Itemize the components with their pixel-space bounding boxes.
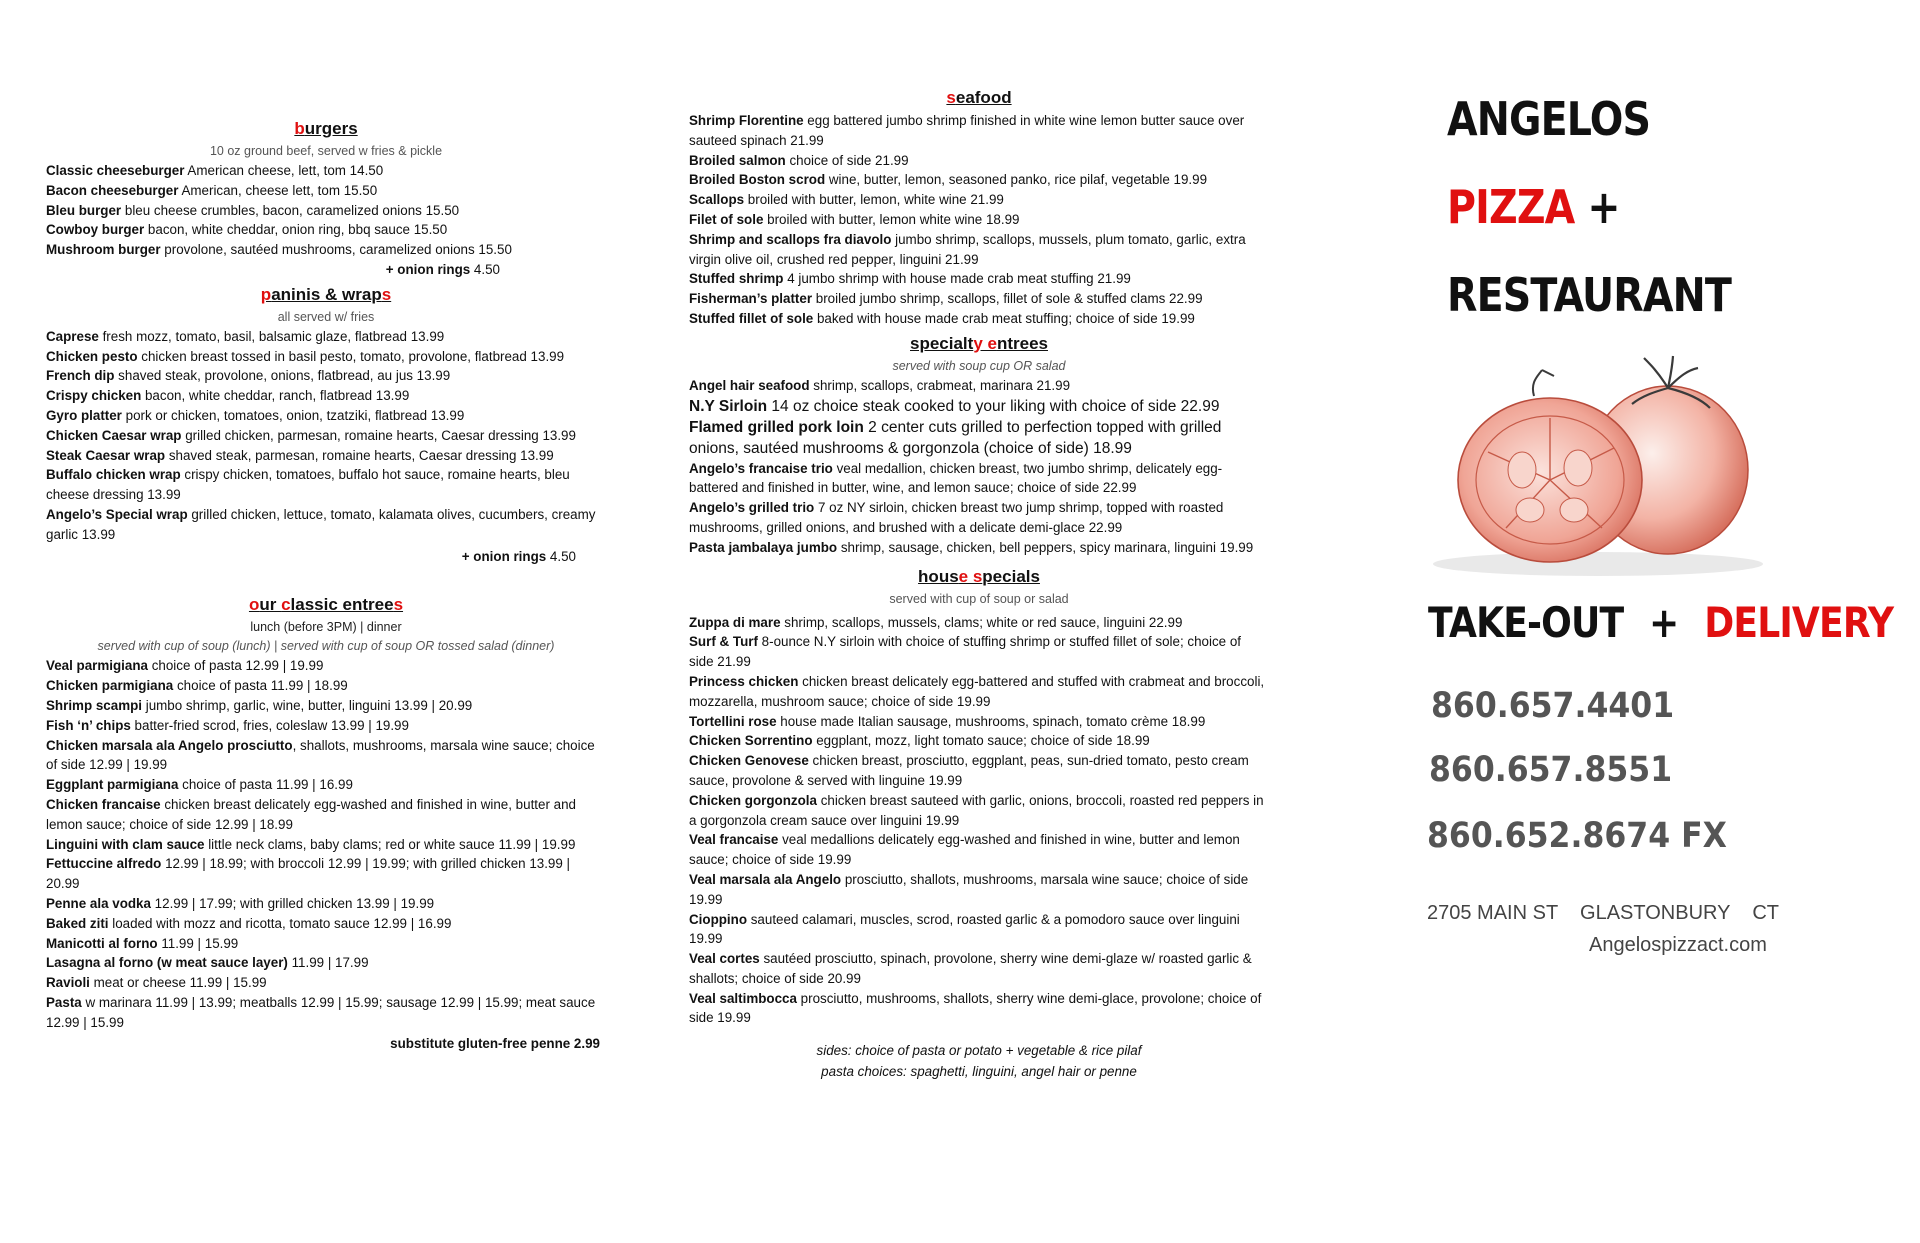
brand-angelos: ANGELOS <box>1447 92 1651 146</box>
specialty-subtitle: served with soup cup OR salad <box>892 358 1066 373</box>
house-subtitle: served with cup of soup or salad <box>889 591 1069 606</box>
menu-item-name: Shrimp and scallops fra diavolo <box>689 231 892 247</box>
menu-item <box>46 795 606 835</box>
menu-item <box>46 716 606 736</box>
menu-item <box>689 751 1269 791</box>
seafood-list <box>689 111 1269 329</box>
menu-item-name: Gyro platter <box>46 407 122 423</box>
menu-item <box>689 417 1269 459</box>
menu-item-desc: choice of side 21.99 <box>785 152 909 168</box>
menu-item-name: Stuffed fillet of sole <box>689 310 814 326</box>
menu-item <box>46 465 606 505</box>
menu-item-name: Veal marsala ala Angelo <box>689 871 842 887</box>
menu-item-desc: pork or chicken, tomatoes, onion, tzatziki, flatbread 13.99 <box>121 407 465 423</box>
menu-item-name: Fettuccine alfredo <box>46 856 162 872</box>
menu-item <box>46 656 606 676</box>
menu-item-name: Angel hair seafood <box>689 377 810 393</box>
menu-item-desc: eggplant, mozz, light tomato sauce; choice of side 18.99 <box>812 733 1150 749</box>
menu-item <box>689 731 1269 751</box>
menu-item <box>689 949 1269 989</box>
menu-item <box>689 989 1269 1029</box>
menu-item <box>46 835 606 855</box>
menu-item-name: Chicken parmigiana <box>46 678 174 694</box>
menu-item-desc: meat or cheese 11.99 | 15.99 <box>89 975 267 991</box>
tomato-shadow <box>1433 552 1763 576</box>
menu-item-name: Shrimp scampi <box>46 697 142 713</box>
specialty-list <box>689 376 1269 558</box>
menu-item <box>46 446 606 466</box>
menu-item <box>46 327 606 347</box>
menu-item-name: Scallops <box>689 192 745 208</box>
menu-item <box>46 696 606 716</box>
middle-column <box>689 87 1269 1082</box>
menu-item <box>46 676 606 696</box>
menu-item-desc: 4 jumbo shrimp with house made crab meat stuffing 21.99 <box>783 271 1131 287</box>
menu-item <box>46 993 606 1033</box>
menu-item-desc: jumbo shrimp, garlic, wine, butter, linguini 13.99 | 20.99 <box>142 697 473 713</box>
menu-item-desc: loaded with mozz and ricotta, tomato sauce 12.99 | 16.99 <box>108 915 452 931</box>
menu-item <box>46 220 606 240</box>
pasta-choices-note: pasta choices: spaghetti, linguini, angel hair or penne <box>821 1064 1137 1080</box>
menu-item-desc: choice of pasta 11.99 | 16.99 <box>178 777 353 793</box>
menu-item-name: Crispy chicken <box>46 388 142 404</box>
menu-item-desc: choice of pasta 12.99 | 19.99 <box>147 658 324 674</box>
menu-item-name: Chicken francaise <box>46 796 161 812</box>
menu-item <box>46 736 606 776</box>
menu-item <box>46 347 606 367</box>
menu-item-name: Baked ziti <box>46 915 109 931</box>
paninis-subtitle: all served w/ fries <box>277 309 375 324</box>
menu-item-desc: 12.99 | 17.99; with grilled chicken 13.99 | 19.99 <box>150 895 435 911</box>
menu-item-desc: bleu cheese crumbles, bacon, caramelized onions 15.50 <box>121 202 460 218</box>
menu-item-name: Broiled Boston scrod <box>689 172 826 188</box>
menu-item-name: Chicken gorgonzola <box>689 792 817 808</box>
menu-item-desc: veal medallions delicately egg-washed and finished in wine, butter and lemon sauce; choice of side 19.99 <box>689 832 1240 868</box>
menu-item-desc: 12.99 | 18.99; with broccoli 12.99 | 19.99; with grilled chicken 13.99 | 20.99 <box>46 856 571 892</box>
menu-item-name: Angelo’s francaise trio <box>689 460 833 476</box>
menu-item-desc: shaved steak, provolone, onions, flatbread, au jus 13.99 <box>114 368 451 384</box>
menu-item-desc: 2 center cuts grilled to perfection topped with grilled onions, sautéed mushrooms & gorgonzola (choice of side) 18.99 <box>689 418 1222 457</box>
menu-item-desc: grilled chicken, lettuce, tomato, kalamata olives, cucumbers, creamy garlic 13.99 <box>46 506 596 542</box>
menu-item-desc: sautéed prosciutto, spinach, provolone, sherry wine demi-glaze w/ roasted garlic & shallots; choice of side 20.99 <box>689 951 1252 986</box>
menu-item-desc: 11.99 | 15.99 <box>157 935 239 951</box>
menu-item-name: Zuppa di mare <box>689 614 781 630</box>
menu-item <box>689 396 1269 417</box>
menu-item-desc: fresh mozz, tomato, basil, balsamic glaze, flatbread 13.99 <box>98 328 445 344</box>
gluten-free-note: substitute gluten-free penne 2.99 <box>390 1036 600 1052</box>
menu-item <box>46 953 606 973</box>
menu-item-name: Chicken Genovese <box>689 753 809 769</box>
burgers-subtitle: 10 oz ground beef, served w fries & pickle <box>209 144 443 158</box>
menu-item-desc: jumbo shrimp, scallops, mussels, plum tomato, garlic, extra virgin olive oil, crushed red pepper, linguini 21.99 <box>689 231 1246 267</box>
menu-item <box>689 632 1269 672</box>
menu-item-name: Buffalo chicken wrap <box>46 467 181 483</box>
menu-item-name: Princess chicken <box>689 673 799 689</box>
menu-item <box>689 791 1269 831</box>
sliced-tomato <box>1458 370 1642 562</box>
menu-item <box>689 910 1269 950</box>
menu-item <box>46 914 606 934</box>
menu-item <box>689 111 1269 151</box>
menu-item-desc: shrimp, sausage, chicken, bell peppers, spicy marinara, linguini 19.99 <box>837 539 1254 555</box>
menu-item-name: Pasta <box>46 994 82 1010</box>
menu-item-name: Bleu burger <box>46 202 122 218</box>
menu-item-name: Eggplant parmigiana <box>46 777 179 793</box>
menu-item-name: Surf & Turf <box>689 634 758 650</box>
menu-item-desc: 8-ounce N.Y sirloin with choice of stuffing shrimp or stuffed fillet of sole; choice of side 21.99 <box>689 634 1241 670</box>
menu-item <box>46 775 606 795</box>
menu-item-name: Flamed grilled pork loin <box>689 418 864 436</box>
menu-item-name: Angelo’s Special wrap <box>46 506 188 522</box>
menu-item-name: Bacon cheeseburger <box>46 182 179 198</box>
menu-item-desc: shaved steak, parmesan, romaine hearts, Caesar dressing 13.99 <box>165 447 554 463</box>
menu-item <box>46 854 606 894</box>
menu-item <box>689 870 1269 910</box>
burgers-title: burgers <box>294 119 358 138</box>
takeout-delivery: TAKE-OUT + DELIVERY <box>1428 598 1894 647</box>
menu-item-desc: chicken breast sauteed with garlic, onions, broccoli, roasted red peppers in a gorgonzola cream sauce over linguini 19.99 <box>689 792 1264 828</box>
menu-item-desc: wine, butter, lemon, seasoned panko, rice pilaf, vegetable 19.99 <box>825 172 1208 188</box>
menu-item <box>46 366 606 386</box>
menu-item <box>689 210 1269 230</box>
burgers-onion-rings: + onion rings 4.50 <box>385 261 500 277</box>
menu-item <box>689 190 1269 210</box>
menu-item-name: Filet of sole <box>689 211 764 227</box>
menu-item-name: Chicken marsala ala Angelo prosciutto <box>46 737 293 753</box>
menu-item-desc: egg battered jumbo shrimp finished in white wine lemon butter sauce over sauteed spinach 21.99 <box>689 113 1245 148</box>
menu-item-name: Veal saltimbocca <box>689 990 797 1006</box>
menu-item-name: Cioppino <box>689 911 748 927</box>
menu-item-desc: shrimp, scallops, mussels, clams; white or red sauce, linguini 22.99 <box>780 614 1183 630</box>
menu-item-name: Veal francaise <box>689 832 779 848</box>
menu-item-desc: chicken breast delicately egg-battered and stuffed with crabmeat and broccoli, mozzarella, mushroom sauce; choice of side 19.99 <box>689 673 1265 709</box>
menu-item-desc: chicken breast tossed in basil pesto, tomato, provolone, flatbread 13.99 <box>137 348 565 364</box>
menu-item-name: Steak Caesar wrap <box>46 447 166 463</box>
menu-item-name: Veal parmigiana <box>46 658 148 674</box>
menu-item-desc: provolone, sautéed mushrooms, caramelized onions 15.50 <box>160 242 512 258</box>
menu-item <box>46 240 606 260</box>
menu-item-name: Chicken pesto <box>46 348 138 364</box>
menu-item-name: Broiled salmon <box>689 152 786 168</box>
menu-item-desc: veal medallion, chicken breast, two jumbo shrimp, delicately egg-battered and finished in butter, wine, and lemon sauce; choice of side 22.99 <box>689 460 1223 496</box>
house-title: house specials <box>918 566 1040 586</box>
menu-item <box>46 386 606 406</box>
menu-item <box>46 201 606 221</box>
menu-item-name: Ravioli <box>46 975 90 991</box>
menu-item <box>689 830 1269 870</box>
menu-item-name: Caprese <box>46 328 99 344</box>
menu-item <box>689 712 1269 732</box>
menu-item-name: Angelo’s grilled trio <box>689 500 815 516</box>
menu-item-desc: house made Italian sausage, mushrooms, spinach, tomato crème 18.99 <box>776 713 1206 729</box>
menu-item-name: Chicken Sorrentino <box>689 733 813 749</box>
phone-1[interactable]: 860.657.4401 <box>1431 686 1675 726</box>
menu-item <box>46 505 606 545</box>
classic-title: our classic entrees <box>248 595 404 615</box>
menu-item-name: Fish ‘n’ chips <box>46 717 131 733</box>
burgers-list <box>46 161 606 260</box>
menu-item-name: N.Y Sirloin <box>689 397 768 415</box>
house-list <box>689 613 1269 1029</box>
menu-item-name: Pasta jambalaya jumbo <box>689 539 838 555</box>
menu-item-desc: w marinara 11.99 | 13.99; meatballs 12.99 | 15.99; sausage 12.99 | 15.99; meat sauce 12.99 | 15.99 <box>46 994 596 1030</box>
menu-item <box>689 538 1269 558</box>
menu-item-name: Mushroom burger <box>46 242 161 258</box>
menu-item <box>689 309 1269 329</box>
menu-item-desc: baked with house made crab meat stuffing; choice of side 19.99 <box>813 310 1195 326</box>
menu-item-desc: American cheese, lett, tom 14.50 <box>184 163 384 178</box>
menu-item-name: Stuffed shrimp <box>689 271 784 287</box>
menu-item-desc: broiled with butter, lemon, white wine 21.99 <box>744 192 1004 208</box>
menu-item-name: Manicotti al forno <box>46 935 158 951</box>
menu-item-desc: prosciutto, shallots, mushrooms, marsala wine sauce; choice of side 19.99 <box>689 871 1249 907</box>
menu-item-desc: 14 oz choice steak cooked to your liking with choice of side 22.99 <box>767 397 1220 415</box>
menu-item <box>46 406 606 426</box>
menu-item <box>689 230 1269 270</box>
menu-item <box>689 672 1269 712</box>
brand-restaurant: RESTAURANT <box>1447 268 1731 322</box>
menu-item-desc: chicken breast delicately egg-washed and finished in wine, butter and lemon sauce; choice of side 12.99 | 18.99 <box>46 796 576 832</box>
menu-item-name: Lasagna al forno (w meat sauce layer) <box>46 955 288 971</box>
brand-pizza: PIZZA + <box>1447 180 1620 234</box>
menu-item-name: Shrimp Florentine <box>689 113 804 128</box>
classic-subtitle: lunch (before 3PM) | dinner <box>250 620 402 635</box>
menu-item <box>689 376 1269 396</box>
seafood-title: seafood <box>946 88 1012 107</box>
menu-item-desc: bacon, white cheddar, onion ring, bbq sauce 15.50 <box>144 222 448 238</box>
sides-note: sides: choice of pasta or potato + vegetable & rice pilaf <box>816 1043 1142 1059</box>
classic-list <box>46 656 606 1032</box>
menu-item-desc: bacon, white cheddar, ranch, flatbread 13.99 <box>141 388 410 404</box>
menu-item <box>689 269 1269 289</box>
menu-item-desc: American, cheese lett, tom 15.50 <box>178 182 378 198</box>
menu-item <box>689 289 1269 309</box>
paninis-list <box>46 327 606 545</box>
menu-item-desc: sauteed calamari, muscles, scrod, roasted garlic & a pomodoro sauce over linguini 19.99 <box>689 911 1240 947</box>
menu-item-name: Tortellini rose <box>689 713 777 729</box>
menu-item-desc: shrimp, scallops, crabmeat, marinara 21.99 <box>809 377 1071 393</box>
menu-item <box>689 613 1269 633</box>
paninis-onion-rings: + onion rings 4.50 <box>461 548 576 564</box>
menu-item-name: French dip <box>46 368 115 384</box>
menu-item <box>46 934 606 954</box>
paninis-title: paninis & wraps <box>260 284 392 304</box>
menu-item <box>46 181 606 201</box>
menu-item-name: Cowboy burger <box>46 222 145 238</box>
menu-item-desc: batter-fried scrod, fries, coleslaw 13.99 | 19.99 <box>130 717 409 733</box>
menu-item <box>689 498 1269 538</box>
menu-item <box>46 973 606 993</box>
menu-item-desc: crispy chicken, tomatoes, buffalo hot sauce, romaine hearts, bleu cheese dressing 13.99 <box>46 467 570 503</box>
menu-item-name: Veal cortes <box>689 951 760 967</box>
menu-item <box>689 151 1269 171</box>
menu-item-name: Penne ala vodka <box>46 895 151 911</box>
menu-item-desc: 7 oz NY sirloin, chicken breast two jump shrimp, topped with roasted mushrooms, grilled onions, and brushed with a delicate demi-glace 22.99 <box>689 500 1224 535</box>
fax-number: 860.652.8674 FX <box>1427 816 1727 856</box>
phone-2[interactable]: 860.657.8551 <box>1429 750 1673 790</box>
website-link[interactable]: Angelospizzact.com <box>1589 934 1767 956</box>
menu-item <box>689 459 1269 499</box>
menu-item <box>46 161 606 181</box>
classic-note: served with cup of soup (lunch) | served with cup of soup OR tossed salad (dinner) <box>97 639 555 654</box>
menu-item-desc: prosciutto, mushrooms, shallots, sherry wine demi-glace, provolone; choice of side 19.99 <box>689 990 1262 1026</box>
menu-item-desc: , shallots, mushrooms, marsala wine sauce; choice of side 12.99 | 19.99 <box>46 737 595 773</box>
menu-item-desc: broiled with butter, lemon white wine 18.99 <box>763 211 1020 227</box>
menu-item <box>46 894 606 914</box>
menu-item-name: Classic cheeseburger <box>46 163 185 178</box>
menu-item-name: Linguini with clam sauce <box>46 836 205 852</box>
menu-item-desc: 11.99 | 17.99 <box>287 955 369 971</box>
menu-item-name: Chicken Caesar wrap <box>46 427 182 443</box>
menu-item <box>689 170 1269 190</box>
specialty-title: specialty entrees <box>910 333 1048 353</box>
left-column <box>46 114 606 1054</box>
menu-item-desc: little neck clams, baby clams; red or white sauce 11.99 | 19.99 <box>204 836 576 852</box>
menu-item <box>46 426 606 446</box>
menu-item-desc: broiled jumbo shrimp, scallops, fillet of sole & stuffed clams 22.99 <box>812 291 1203 307</box>
tomato-illustration <box>1418 352 1778 582</box>
menu-item-desc: chicken breast, prosciutto, eggplant, peas, sun-dried tomato, pesto cream sauce, provolone & served with linguine 19.99 <box>689 753 1249 788</box>
menu-item-name: Fisherman’s platter <box>689 291 813 307</box>
address: 2705 MAIN ST GLASTONBURY CT <box>1427 902 1779 924</box>
menu-item-desc: grilled chicken, parmesan, romaine hearts, Caesar dressing 13.99 <box>181 427 576 443</box>
menu-item-desc: choice of pasta 11.99 | 18.99 <box>173 678 348 694</box>
